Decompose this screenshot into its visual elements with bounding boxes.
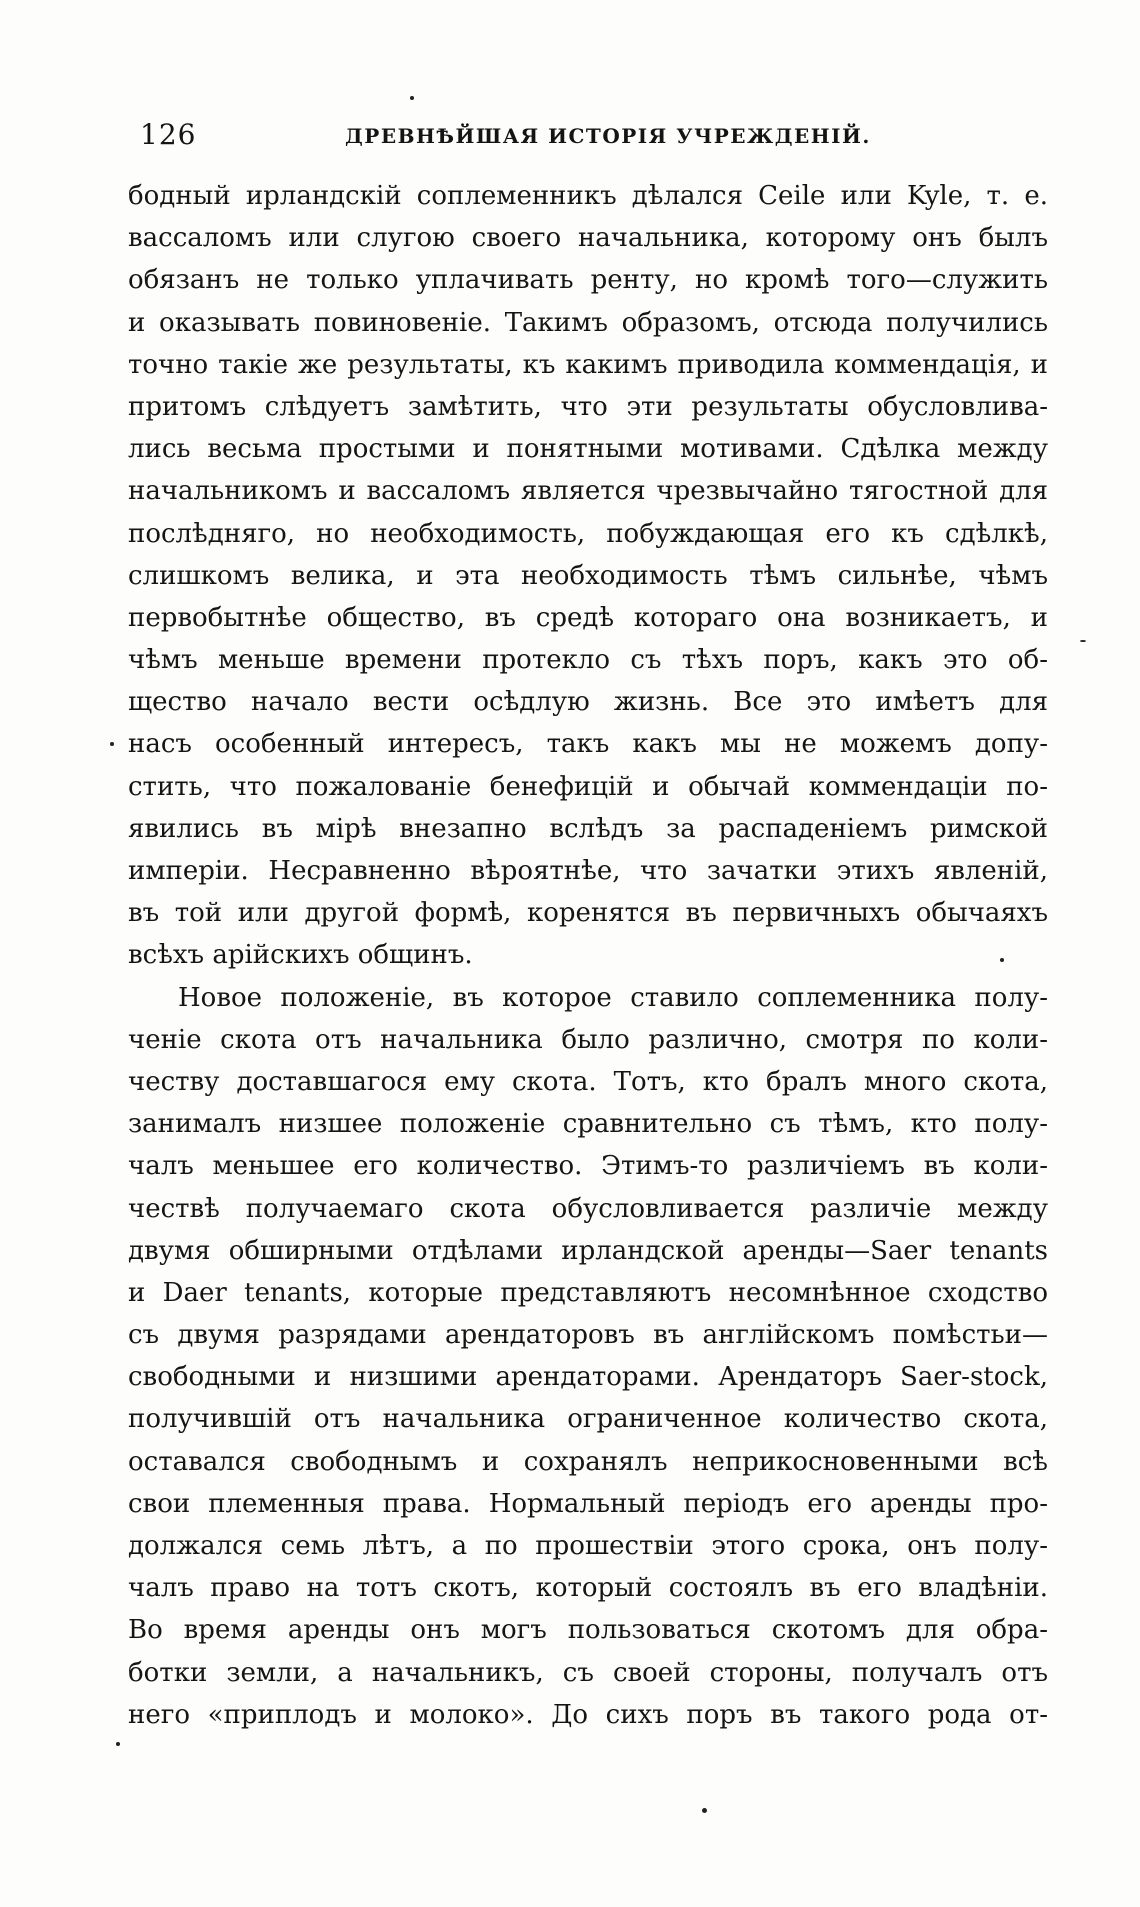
text-line: получившій отъ начальника ограниченное количество скота, xyxy=(128,1404,1048,1435)
scan-speck xyxy=(1000,958,1004,962)
text-line: ботки земли, а начальникъ, съ своей стороны, получалъ отъ xyxy=(128,1657,1048,1688)
text-line: Во время аренды онъ могъ пользоваться скотомъ для обра- xyxy=(128,1615,1048,1646)
text-line: начальникомъ и вассаломъ является чрезвычайно тягостной для xyxy=(128,476,1048,507)
text-line: явились въ мірѣ внезапно вслѣдъ за распаденіемъ римской xyxy=(128,813,1048,844)
scan-speck xyxy=(110,742,114,746)
text-line: обязанъ не только уплачивать ренту, но кромѣ того—служить xyxy=(128,265,1048,296)
text-line: послѣдняго, но необходимость, побуждающая его къ сдѣлкѣ, xyxy=(128,518,1048,549)
text-line: занималъ низшее положеніе сравнительно съ тѣмъ, кто полу- xyxy=(128,1109,1048,1140)
paragraph-end-line: всѣхъ арійскихъ общинъ. xyxy=(128,940,473,971)
text-line: лись весьма простыми и понятными мотивами. Сдѣлка между xyxy=(128,434,1048,465)
text-line: должался семь лѣтъ, а по прошествіи этого срока, онъ полу- xyxy=(128,1531,1048,1561)
text-line: стить, что пожалованіе бенефицій и обычай коммендаціи по- xyxy=(128,771,1048,802)
text-line: честву доставшагося ему скота. Тотъ, кто бралъ много скота, xyxy=(128,1066,1048,1097)
scan-speck xyxy=(702,1808,707,1813)
running-head: ДРЕВНѢЙШАЯ ИСТОРІЯ УЧРЕЖДЕНІЙ. xyxy=(345,124,871,148)
scan-speck xyxy=(116,1742,120,1746)
text-line: чалъ меньшее его количество. Этимъ-то различіемъ въ коли- xyxy=(128,1151,1048,1182)
text-line: свои племенныя права. Нормальный періодъ его аренды про- xyxy=(128,1488,1048,1519)
text-line: вассаломъ или слугою своего начальника, которому онъ былъ xyxy=(128,223,1048,254)
text-line: двумя обширными отдѣлами ирландской аренды—Saer tenants xyxy=(128,1235,1048,1266)
text-line: и оказывать повиновеніе. Такимъ образомъ, отсюда получились xyxy=(128,307,1048,338)
text-line: ченіе скота отъ начальника было различно, смотря по коли- xyxy=(128,1024,1048,1055)
text-line: чалъ право на тотъ скотъ, который состоялъ въ его владѣніи. xyxy=(128,1573,1048,1604)
scan-speck xyxy=(410,96,414,100)
paragraph-first-line: Новое положеніе, въ которое ставило соплеменника полу- xyxy=(178,982,1048,1013)
text-line: насъ особенный интересъ, такъ какъ мы не можемъ допу- xyxy=(128,729,1048,760)
text-line: и Daer tenants, которые представляютъ несомнѣнное сходство xyxy=(128,1277,1048,1308)
text-line: свободными и низшими арендаторами. Арендаторъ Saer-stock, xyxy=(128,1362,1048,1393)
text-line: съ двумя разрядами арендаторовъ въ англійскомъ помѣстьи— xyxy=(128,1320,1048,1351)
text-line: него «приплодъ и молоко». До сихъ поръ въ такого рода от- xyxy=(128,1699,1048,1730)
text-line: чествѣ получаемаго скота обусловливается различіе между xyxy=(128,1193,1048,1224)
body-text xyxy=(128,175,1048,1736)
text-line: оставался свободнымъ и сохранялъ неприкосновенными всѣ xyxy=(128,1446,1048,1477)
text-line: притомъ слѣдуетъ замѣтить, что эти результаты обусловлива- xyxy=(128,391,1048,422)
page-header xyxy=(140,118,1040,158)
text-line: щество начало вести осѣдлую жизнь. Все это имѣетъ для xyxy=(128,687,1048,718)
scan-speck xyxy=(1080,640,1086,642)
page-number: 126 xyxy=(140,118,197,151)
text-line: чѣмъ меньше времени протекло съ тѣхъ поръ, какъ это об- xyxy=(128,645,1048,676)
text-line: точно такіе же результаты, къ какимъ приводила коммендація, и xyxy=(128,349,1048,380)
text-line: имперіи. Несравненно вѣроятнѣе, что зачатки этихъ явленій, xyxy=(128,856,1048,886)
text-line: слишкомъ велика, и эта необходимость тѣмъ сильнѣе, чѣмъ xyxy=(128,560,1048,591)
text-line: въ той или другой формѣ, коренятся въ первичныхъ обычаяхъ xyxy=(128,898,1048,929)
text-line: первобытнѣе общество, въ средѣ котораго она возникаетъ, и xyxy=(128,602,1048,633)
text-line: бодный ирландскій соплеменникъ дѣлался Ceile или Kyle, т. е. xyxy=(128,181,1048,211)
